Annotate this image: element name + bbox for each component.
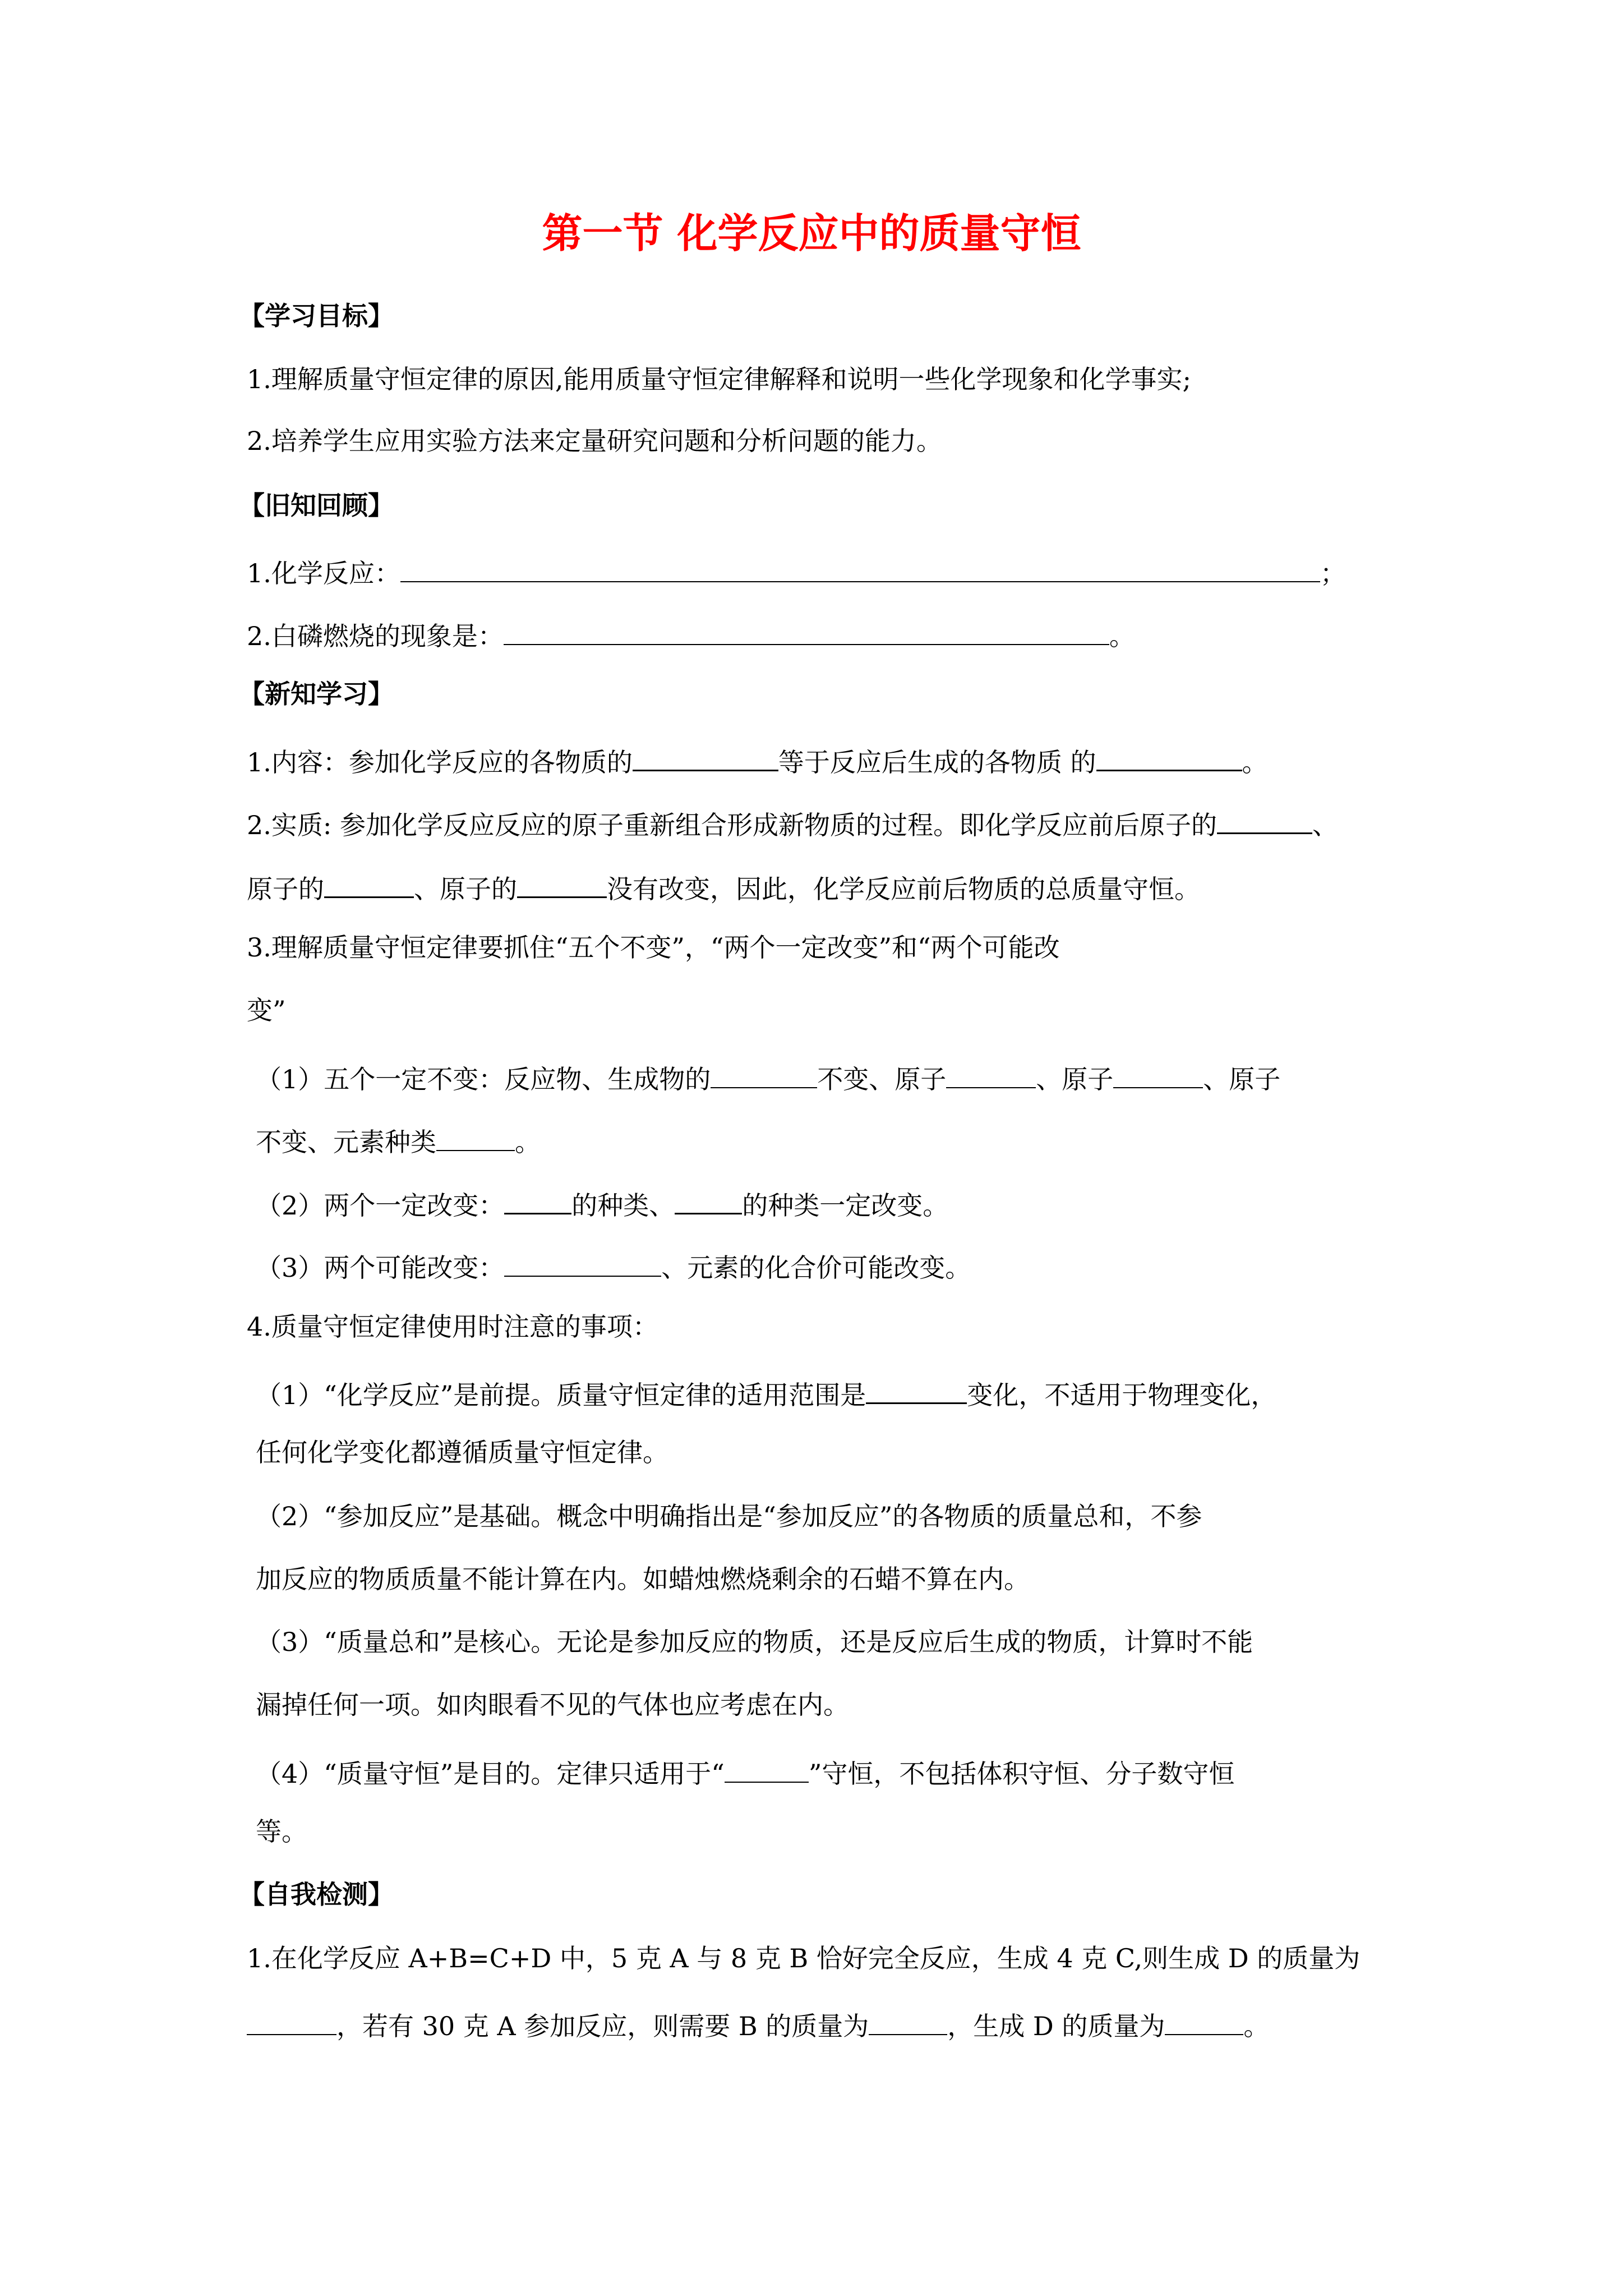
item-4-4-text-b: ”守恒，不包括体积守恒、分子数守恒: [808, 1759, 1235, 1789]
answer-blank[interactable]: [436, 1124, 515, 1151]
section-heading-new: 【新知学习】: [239, 679, 394, 709]
review-item-1-text: 1.化学反应：: [247, 558, 400, 588]
section-heading-self-check: 【自我检测】: [239, 1879, 394, 1910]
new-item-4-2-line-2: 加反应的物质质量不能计算在内。如蜡烛燃烧剩余的石蜡不算在内。: [256, 1564, 1030, 1594]
goal-item-1: 1.理解质量守恒定律的原因,能用质量守恒定律解释和说明一些化学现象和化学事实;: [247, 364, 1192, 394]
new-item-1-text-c: 。: [1242, 747, 1268, 777]
review-item-2: [247, 618, 1135, 649]
self-check-item-1-line-1: 1.在化学反应 A+B=C+D 中，5 克 A 与 8 克 B 恰好完全反应，生成 4 克 C,则生成 D 的质量为: [247, 1943, 1361, 1973]
review-item-1: [247, 555, 1346, 586]
item-3-1-text-d: 、原子: [1203, 1064, 1281, 1094]
new-item-2-text-d: 、原子的: [414, 874, 517, 904]
answer-blank[interactable]: [504, 618, 1109, 645]
answer-blank[interactable]: [1096, 744, 1242, 771]
item-3-2-text-b: 的种类、: [571, 1190, 675, 1221]
self-check-text-c: ，生成 D 的质量为: [947, 2011, 1165, 2041]
new-item-4-4-line-1: [256, 1756, 1234, 1787]
item-3-3-text-b: 、元素的化合价可能改变。: [661, 1253, 971, 1283]
item-3-1-text-a: （1）五个一定不变：反应物、生成物的: [256, 1064, 711, 1094]
new-item-4-4-line-2: 等。: [256, 1816, 307, 1847]
answer-blank[interactable]: [869, 2008, 947, 2035]
new-item-1-text-b: 等于反应后生成的各物质 的: [778, 747, 1096, 777]
new-item-2-text-e: 没有改变，因此，化学反应前后物质的总质量守恒。: [607, 874, 1200, 904]
new-item-2-text-b: 、: [1312, 810, 1339, 840]
new-item-4-1-line-1: [256, 1377, 1276, 1408]
item-4-1-text-b: 变化，不适用于物理变化，: [967, 1380, 1277, 1410]
page-title: 第一节 化学反应中的质量守恒: [542, 209, 1081, 257]
answer-blank[interactable]: [504, 1187, 571, 1214]
goal-item-2: 2.培养学生应用实验方法来定量研究问题和分析问题的能力。: [247, 426, 942, 456]
new-item-2-text-c: 原子的: [247, 874, 324, 904]
review-item-2-end: 。: [1109, 621, 1135, 651]
answer-blank[interactable]: [866, 1377, 967, 1404]
answer-blank[interactable]: [675, 1187, 742, 1214]
item-3-1-text-b: 不变、原子: [817, 1064, 947, 1094]
new-item-1-text-a: 1.内容：参加化学反应的各物质的: [247, 747, 633, 777]
item-3-3-text-a: （3）两个可能改变：: [256, 1253, 505, 1283]
new-item-4-2-line-1: （2）“参加反应”是基础。概念中明确指出是“参加反应”的各物质的质量总和，不参: [256, 1501, 1202, 1531]
new-item-3-3: [256, 1250, 971, 1281]
answer-blank[interactable]: [517, 871, 607, 898]
item-4-1-text-a: （1）“化学反应”是前提。质量守恒定律的适用范围是: [256, 1380, 866, 1410]
new-item-4: 4.质量守恒定律使用时注意的事项：: [247, 1312, 658, 1342]
answer-blank[interactable]: [1165, 2008, 1243, 2035]
new-item-3-line-2: 变”: [247, 995, 286, 1025]
answer-blank[interactable]: [725, 1756, 809, 1783]
answer-blank[interactable]: [633, 744, 778, 771]
answer-blank[interactable]: [247, 2008, 336, 2035]
new-item-3-line-1: 3.理解质量守恒定律要抓住“五个不变”，“两个一定改变”和“两个可能改: [247, 932, 1060, 963]
item-3-1-text-e: 不变、元素种类: [256, 1127, 436, 1157]
review-item-1-end: ；: [1320, 558, 1346, 588]
answer-blank[interactable]: [1113, 1061, 1203, 1088]
item-4-4-text-a: （4）“质量守恒”是目的。定律只适用于“: [256, 1759, 725, 1789]
answer-blank[interactable]: [324, 871, 414, 898]
new-item-3-2: [256, 1187, 949, 1221]
item-3-1-text-f: 。: [515, 1127, 541, 1157]
new-item-3-1-line-1: [256, 1061, 1280, 1092]
new-item-4-3-line-1: （3）“质量总和”是核心。无论是参加反应的物质，还是反应后生成的物质，计算时不能: [256, 1627, 1253, 1657]
answer-blank[interactable]: [946, 1061, 1036, 1088]
self-check-text-d: 。: [1243, 2011, 1270, 2041]
new-item-3-1-line-2: [256, 1124, 541, 1155]
self-check-text-b: ，若有 30 克 A 参加反应，则需要 B 的质量为: [336, 2011, 869, 2041]
new-item-4-1-line-2: 任何化学变化都遵循质量守恒定律。: [256, 1437, 668, 1467]
self-check-item-1-line-2: [247, 2008, 1269, 2039]
item-3-1-text-c: 、原子: [1036, 1064, 1114, 1094]
item-3-2-text-a: （2）两个一定改变：: [256, 1190, 505, 1221]
answer-blank[interactable]: [400, 555, 1320, 582]
answer-blank[interactable]: [711, 1061, 817, 1088]
section-heading-goals: 【学习目标】: [239, 301, 394, 331]
answer-blank[interactable]: [1217, 807, 1312, 834]
review-item-2-text: 2.白磷燃烧的现象是：: [247, 621, 504, 651]
new-item-2-line-1: [247, 807, 1338, 838]
new-item-4-3-line-2: 漏掉任何一项。如肉眼看不见的气体也应考虑在内。: [256, 1690, 849, 1720]
new-item-1: [247, 744, 1268, 775]
new-item-2-line-2: [247, 871, 1200, 902]
item-3-2-text-c: 的种类一定改变。: [742, 1190, 949, 1221]
new-item-2-text-a: 2.实质: 参加化学反应反应的原子重新组合形成新物质的过程。即化学反应前后原子的: [247, 810, 1218, 840]
section-heading-review: 【旧知回顾】: [239, 490, 394, 521]
answer-blank[interactable]: [504, 1250, 661, 1277]
